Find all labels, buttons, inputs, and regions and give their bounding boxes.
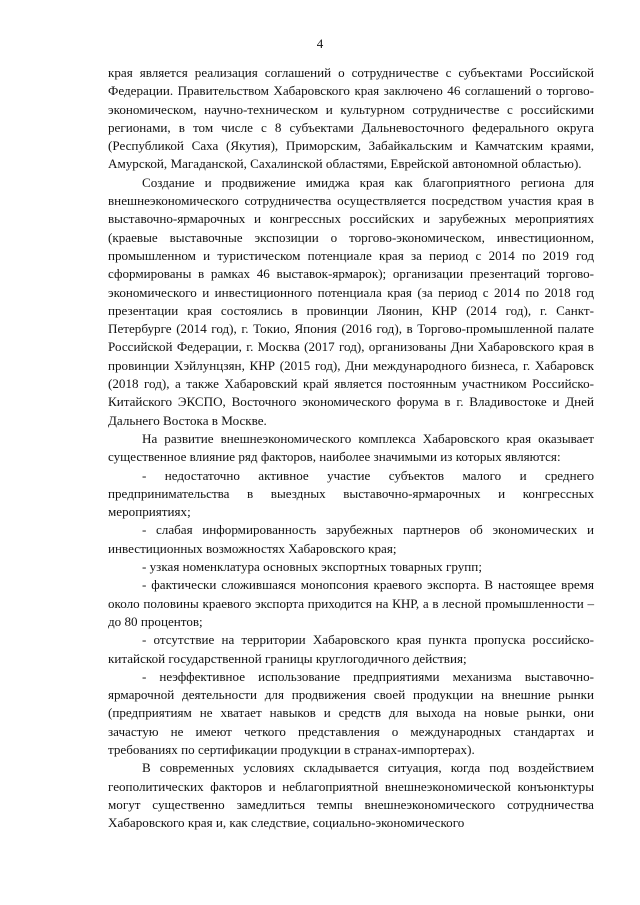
paragraph: края является реализация соглашений о сотрудничестве с субъектами Российской Федерации. Правительством Хабаровского края заключено 46 соглашений о торгово-экономическом, научно-техническом и культурном сотрудничестве с российскими регионами, в том числе с 8 субъектами Дальневосточного федерального округа (Республикой Саха (Якутия), Приморским, Забайкальским и Камчатским краями, Амурской, Магаданской, Сахалинской областями, Еврейской автономной областью).: [108, 65, 594, 172]
paragraph: В современных условиях складывается ситуация, когда под воздействием геополитических факторов и неблагоприятной внешнеэкономической конъюнктуры могут существенно замедлиться темпы внешнеэкономического сотрудничества Хабаровского края и, как следствие, социально-экономического: [108, 760, 594, 831]
list-item: - отсутствие на территории Хабаровского края пункта пропуска российско-китайской государственной границы круглогодичного действия;: [108, 632, 594, 666]
list-item: - недостаточно активное участие субъектов малого и среднего предпринимательства в выездных выставочно-ярмарочных и конгрессных мероприятиях;: [108, 467, 594, 520]
list-item: - неэффективное использование предприятиями механизма выставочно-ярмарочной деятельности для продвижения своей продукции на внешние рынки (предприятиям не хватает навыков и средств для выхода на новые рынки, они зачастую не имеют четкого представления о международных стандартах и требованиях по сертификации продукции в странах-импортерах).: [108, 668, 594, 757]
list-item: - фактически сложившаяся монопсония краевого экспорта. В настоящее время около половины краевого экспорта приходится на КНР, а в лесной промышленности – до 80 процентов;: [108, 577, 594, 629]
paragraph: На развитие внешнеэкономического комплекса Хабаровского края оказывает существенное влияние ряд факторов, наиболее значимыми из которых являются:: [108, 430, 594, 465]
paragraph: Создание и продвижение имиджа края как благоприятного региона для внешнеэкономического сотрудничества осуществляется посредством участия края в выставочно-ярмарочных и конгрессных российских и зарубежных мероприятиях (краевые выставочные экспозиции о торгово-экономическом, инвестиционном, промышленном и туристическом потенциале края за период с 2014 по 2019 год сформированы в рамках 46 выставок-ярмарок); организации презентаций торгово-экономического и инвестиционного потенциала края (за период с 2014 по 2018 год презентации края состоялись в провинции Ляонин, КНР (2014 год), г. Санкт-Петербурге (2014 год), г. Токио, Япония (2016 год), в Торгово-промышленной палате Российской Федерации, г. Москва (2017 год), организованы Дни Хабаровского края в провинции Хэйлунцзян, КНР (2015 год), Дни международного бизнеса, г. Хабаровск (2018 год), а также Хабаровский край является постоянным участником Российско-Китайского ЭКСПО, Восточного экономического форума в г. Владивостоке и Дней Дальнего Востока в Москве.: [108, 174, 594, 428]
body-text: [108, 64, 594, 832]
page-number: 4: [316, 36, 324, 51]
list-item: - узкая номенклатура основных экспортных товарных групп;: [142, 559, 482, 575]
list-item: - слабая информированность зарубежных партнеров об экономических и инвестиционных возможностях Хабаровского края;: [108, 522, 594, 556]
